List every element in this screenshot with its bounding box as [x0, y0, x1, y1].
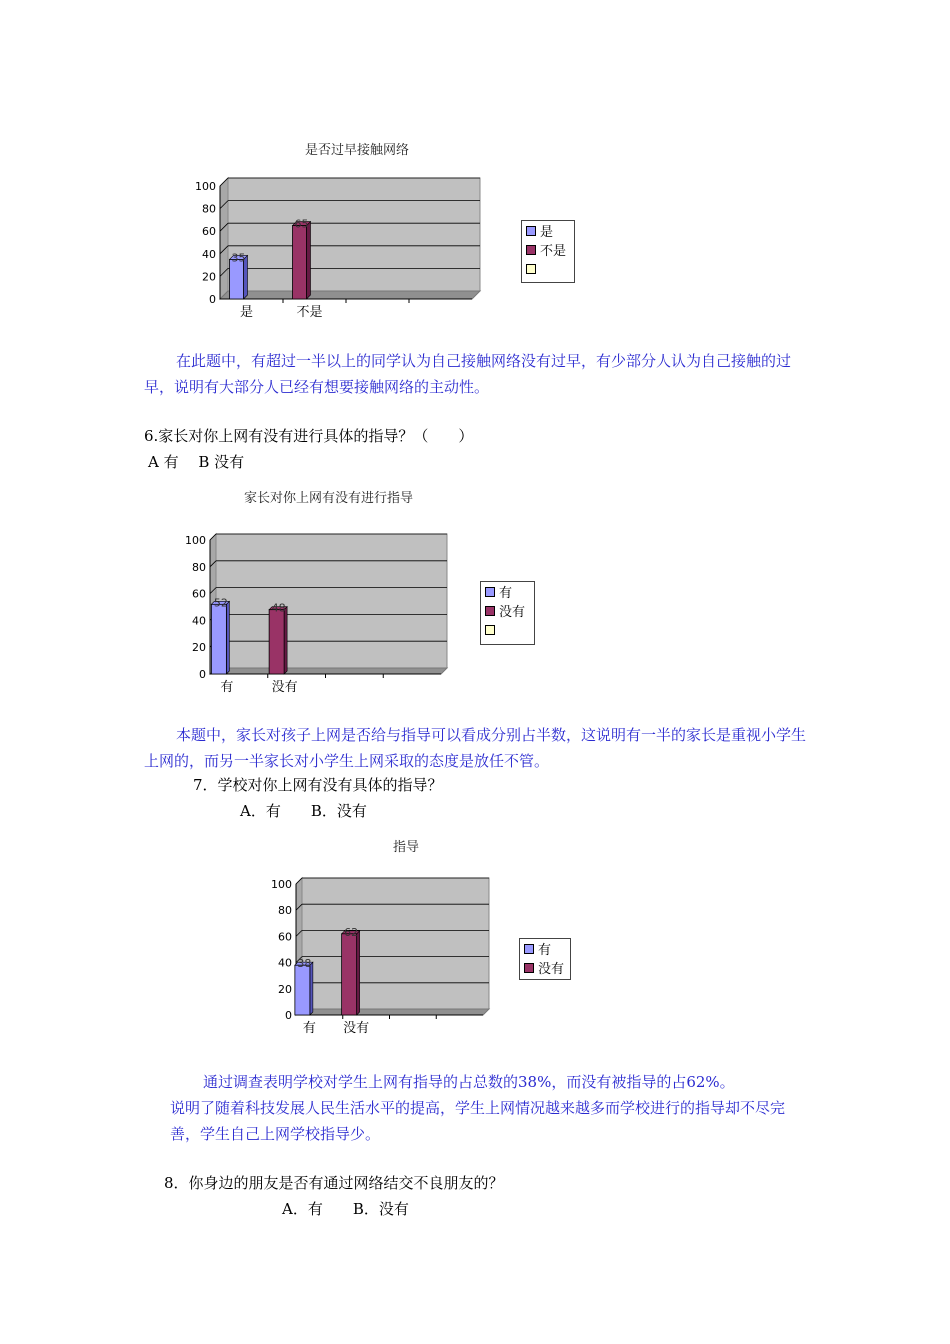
question-7-options: A．有 B．没有: [240, 802, 367, 820]
chart3-category-label: 有: [302, 1021, 316, 1036]
chart3-title: 指导: [393, 840, 420, 855]
chart2: [170, 528, 460, 698]
analysis-paragraph-3-rest: 说明了随着科技发展人民生活水平的提高，学生上网情况越来越多而学校进行的指导却不尽完善，学生自己上网学校指导少。: [170, 1099, 786, 1143]
question-7: 7．学校对你上网有没有具体的指导？: [193, 776, 443, 794]
chart1-bar: [293, 226, 307, 299]
question-8: 8．你身边的朋友是否有通过网络结交不良朋友的？: [164, 1174, 504, 1192]
chart2-floor: [210, 668, 447, 674]
chart2-category-label: 有: [220, 680, 234, 695]
chart2-legend-item-1: [481, 582, 534, 601]
chart1-data-label: 65: [294, 217, 309, 231]
chart3-legend-item-1: [520, 939, 570, 958]
chart3-ytick-label: 100: [271, 878, 292, 891]
chart2-ytick-label: 60: [192, 587, 206, 601]
chart2-legend-label-2: 没有: [499, 605, 526, 620]
analysis-paragraph-1: 在此题中，有超过一半以上的同学认为自己接触网络没有过早，有少部分人认为自己接触的过早，说明有大部分人已经有想要接触网络的主动性。: [144, 352, 792, 396]
chart2-bar-side: [284, 607, 287, 674]
chart1-ytick-label: 80: [202, 202, 216, 216]
chart2-ytick-label: 40: [192, 614, 206, 628]
chart1-title: 是否过早接触网络: [305, 143, 410, 158]
series2-swatch: [485, 606, 495, 616]
chart2-data-label: 48: [271, 601, 286, 615]
series1-swatch: [526, 226, 536, 236]
chart2-bar: [211, 604, 226, 674]
chart1-ytick-label: 60: [202, 225, 216, 239]
chart2-title: 家长对你上网有没有进行指导: [244, 491, 414, 506]
chart2-ytick-label: 80: [192, 560, 206, 574]
chart1-data-label: 35: [231, 251, 246, 265]
chart1-legend-label-2: 不是: [540, 244, 567, 259]
series2-swatch: [524, 963, 534, 973]
chart3: [258, 872, 498, 1040]
question-8-options: A．有 B．没有: [282, 1200, 409, 1218]
chart1-legend: [521, 220, 575, 283]
chart1-legend-item-2: [522, 240, 574, 259]
chart3-bar: [342, 934, 357, 1015]
analysis-paragraph-3-line-1: 通过调查表明学校对学生上网有指导的占总数的38%，而没有被指导的占62%。: [203, 1073, 735, 1091]
chart3-ytick-label: 20: [278, 982, 292, 996]
chart1-bar-side: [307, 222, 311, 299]
chart2-legend: [480, 581, 535, 645]
chart1-ytick-label: 100: [195, 180, 216, 193]
chart2-legend-label-1: 有: [499, 586, 513, 601]
chart2-bar-side: [226, 601, 229, 674]
series2-swatch: [526, 245, 536, 255]
question-6: 6.家长对你上网有没有进行具体的指导？（ ）: [144, 427, 474, 445]
chart3-category-label: 没有: [343, 1021, 370, 1036]
chart2-legend-item-3: [481, 620, 534, 639]
chart2-plot-area: [213, 534, 447, 668]
series3-swatch: [485, 625, 495, 635]
chart1: [180, 172, 490, 327]
chart1-floor: [220, 291, 480, 299]
chart1-ytick-label: 40: [202, 247, 216, 261]
chart1-plot-area: [228, 178, 480, 291]
chart1-side-wall: [220, 178, 228, 299]
chart3-legend-label-1: 有: [538, 943, 552, 958]
chart3-data-label: 62: [344, 925, 359, 939]
chart3-ytick-label: 60: [278, 930, 292, 944]
chart3-legend-label-2: 没有: [538, 962, 565, 977]
chart3-bar: [295, 965, 310, 1015]
chart3-ytick-label: 40: [278, 956, 292, 970]
chart1-legend-item-3: [522, 259, 574, 278]
chart2-ytick-label: 100: [185, 534, 206, 547]
chart1-legend-item-1: [522, 221, 574, 240]
chart1-category-label: 不是: [296, 305, 323, 320]
question-6-options: A 有 B 没有: [148, 453, 245, 471]
chart1-bar: [230, 259, 244, 299]
chart3-bar-side: [357, 931, 360, 1015]
chart3-floor: [296, 1009, 489, 1015]
chart1-ytick-label: 0: [209, 293, 216, 306]
chart1-category-label: 是: [239, 305, 254, 320]
series3-swatch: [526, 264, 536, 274]
series1-swatch: [485, 587, 495, 597]
chart3-plot-area: [302, 878, 489, 1009]
chart3-legend: [519, 938, 571, 980]
chart2-legend-item-2: [481, 601, 534, 620]
chart2-ytick-label: 20: [192, 641, 206, 655]
chart1-ytick-label: 20: [202, 270, 216, 284]
chart3-ytick-label: 0: [285, 1009, 292, 1022]
chart3-ytick-label: 80: [278, 904, 292, 918]
chart2-data-label: 52: [213, 596, 228, 610]
chart3-data-label: 38: [297, 957, 312, 971]
analysis-paragraph-2: 本题中，家长对孩子上网是否给与指导可以看成分别占半数，这说明有一半的家长是重视小学生上网的，而另一半家长对小学生上网采取的态度是放任不管。: [144, 726, 807, 770]
chart2-bar: [269, 610, 284, 674]
series1-swatch: [524, 944, 534, 954]
chart2-category-label: 没有: [271, 680, 298, 695]
chart1-legend-label-1: 是: [540, 225, 554, 240]
chart3-legend-item-2: [520, 958, 570, 977]
chart2-ytick-label: 0: [199, 668, 206, 681]
